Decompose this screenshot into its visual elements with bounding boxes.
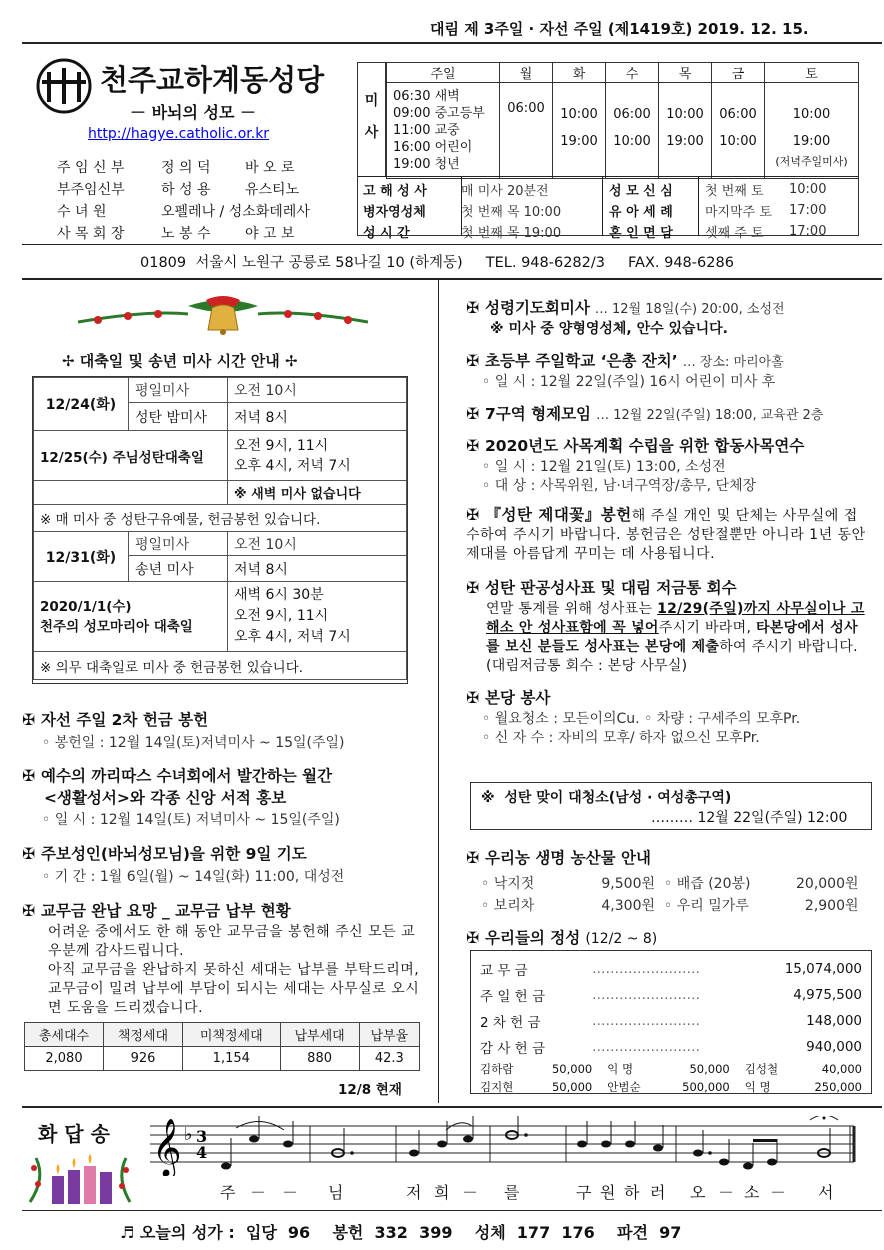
- response-lyrics: 주 － － 님 저 희 － 를 구 원 하 러 오 － 소 － 서: [220, 1183, 834, 1202]
- notice-mark-icon: ✠: [466, 579, 479, 597]
- left-notices: ✠ 자선 주일 2차 헌금 봉헌 ◦ 봉헌일 : 12월 14일(토)저녁미사 ~ 15일(주일) ✠ 예수의 까리따스 수녀회에서 발간하는 월간 <생활성서>와 각종 신앙 서적 홍보 ◦ 일 시 : 12월 14일(토) 저녁미사 ~ 15일(주일) ✠ 주보성인(바뇌성모님)을 위한 9일 기도 ◦ 기 간 : 1월 6일(월) ~ 14일(화) 11:00, 대성전 ✠ 교무금 완납 요망 _ 교무금 납부 현황 어려운 중에서도 한 해 동안 교무금을 봉헌해 주신 모든 교우분께 감사드립니다. 아직 교무금을 완납하지 못하신 세대는 납부를 부탁드리며, 교무금이 밀려 납부에 부담이 되시는 세대는 사무실로 오시면 도움을 드리겠습니다.: [22, 711, 420, 1016]
- right-notices: ✠ 성령기도회미사 … 12월 18일(수) 20:00, 소성전 ※ 미사 중 양형영성체, 안수 있습니다. ✠ 초등부 주일학교 ‘은총 잔치’ … 장소: 마리아홀 ◦ 일 시 : 12월 22일(주일) 16시 어린이 미사 후 ✠ 7구역 형제모임 … 12월 22일(주일) 18:00, 교육관 2층 ✠ 2020년도 사목계획 수립을 위한 합동사목연수 ◦ 일 시 : 12월 21일(토) 13:00, 소성전 ◦ 대 상 : 사목위원, 남·녀구역장/총무, 단체장 ✠ 『성탄 제대꽃』봉헌해 주실 개인 및 단체는 사무실에 접수하여 주시기 바랍니다. 봉헌금은 성탄절뿐만 아니라 1년 동안 제대를 아름답게 꾸미는 데 사용됩니다. ✠ 성탄 판공성사표 및 대림 저금통 회수 연말 통계를 위해 성사표는 12/29(주일)까지 사무실이나 고해소 안 성사표함에 꼭 넣어주시기 바라며, 타본당에서 성사를 보신 분들도 성사표는 본당에 제출하여 주시기 바랍니다.(대림저금통 회수 : 본당 사무실) ✠ 본당 봉사 ◦ 월요청소 : 모든이의Cu. ◦ 차량 : 구세주의 모후Pr. ◦ 신 자 수 : 자비의 모후/ 하자 없으신 모후Pr.: [466, 299, 866, 746]
- cleaning-box: ※ 성탄 맞이 대청소(남성 · 여성총구역) ……… 12월 22일(주일) 12:00: [470, 782, 872, 830]
- advent-candles-icon: [26, 1148, 136, 1206]
- svg-text:𝄞: 𝄞: [152, 1118, 182, 1176]
- todays-hymns: ♬ 오늘의 성가 : 입당 96 봉헌 332 399 성체 177 176 파견 97: [120, 1223, 682, 1242]
- christmas-bell-decoration: [78, 292, 368, 336]
- notice-mark-icon: ✠: [22, 845, 35, 863]
- christmas-schedule-table: 12/24(화) 평일미사 오전 10시 성탄 밤미사 저녁 8시 12/25(수) 주님성탄대축일 오전 9시, 11시 오후 4시, 저녁 7시 ※ 새벽 미사 없습니다 ※ 매 미사 중 성탄구유예물, 헌금봉헌 있습니다. 12/31(화) 평일미사 오전 10시 송년 미사 저녁 8시 2020/1/1(수) 천주의 성모마리아 대축일 새벽 6시 30분 오전 9시, 11시 오후 4시, 저녁 7시 ※ 의무 대축일로 미사 중 헌금봉헌 있습니다.: [32, 376, 408, 684]
- payment-status-table: 총세대수 책정세대 미책정세대 납부세대 납부율 2,080 926 1,154 880 42.3: [24, 1022, 420, 1071]
- christmas-title: ✢ 대축일 및 송년 미사 시간 안내 ✢: [62, 352, 298, 370]
- parish-logo: [36, 58, 92, 114]
- notice-mark-icon: ✠: [22, 711, 35, 729]
- parish-url[interactable]: http://hagye.catholic.or.kr: [88, 126, 270, 142]
- mass-schedule: 미 사 주일 월 화 수 목 금 토 06:30 새벽 09:00 중고등부 11:00 교중 16:00 어린이 19:00 청년 06:00 10:00 19:00 06:00 10:00 10:00 19:00 06:00 10:00 10:00 19:00 (저녁주일미사) 고 해 성 사 매 미사 20분전 성 모 신 심 첫 번째 토 10:00 병자영성체 첫 번째 목 10:00 유 아 세 례 마지막주 토 17:00 성 시 간 첫 번째 목 19:00 혼 인 면 담 셋째 주 토 17:00: [357, 62, 859, 236]
- notice-mark-icon: ✠: [466, 506, 480, 524]
- notice-mark-icon: ✠: [22, 767, 35, 785]
- svg-text:♭: ♭: [184, 1124, 193, 1145]
- music-staff: [150, 1116, 866, 1176]
- notice-mark-icon: ✠: [466, 849, 479, 867]
- parish-name: 천주교하계동성당: [100, 63, 325, 97]
- donor-table: 김하람 50,000 익 명 50,000 김성철 40,000 김지현 50,000 안범순 500,000 익 명 250,000: [480, 1062, 862, 1094]
- parish-patron: － 바뇌의 성모 －: [130, 103, 256, 122]
- payment-asof: 12/8 현재: [338, 1082, 402, 1098]
- notice-mark-icon: ✠: [466, 299, 479, 317]
- response-label: 화 답 송: [38, 1122, 110, 1146]
- issue-date: 대림 제 3주일 · 자선 주일 (제1419호) 2019. 12. 15.: [430, 20, 809, 38]
- staff-table: 주 임 신 부 정 의 덕 바 오 로 부주임신부 하 성 용 유스티노 수 녀 원 오펠레나 / 성소화데레사 사 목 회 장 노 봉 수 야 고 보: [57, 160, 310, 242]
- notice-mark-icon: ✠: [466, 929, 479, 947]
- notice-mark-icon: ✠: [22, 902, 35, 920]
- produce-section: ✠ 우리농 생명 농산물 안내 ◦ 낙지젓 9,500원 ◦ 배즙 (20봉) 20,000원 ◦ 보리차 4,300원 ◦ 우리 밀가루 2,900원 ✠ 우리들의 정성 (12/2 ~ 8): [466, 849, 859, 947]
- svg-text:3: 3: [196, 1127, 208, 1146]
- offerings-box: 교 무 금 …………………… 15,074,000 주 일 헌 금 …………………… 4,975,500 2 차 헌 금 …………………… 148,000 감 사 헌 금 …………………… 940,000 김하람 50,000 익 명 50,000 김성철 40,000 김지현 50,000 안범순 500,000 익 명 250,000: [470, 950, 872, 1094]
- svg-text:4: 4: [196, 1143, 208, 1162]
- notice-mark-icon: ✠: [466, 405, 479, 423]
- address-line: 01809 서울시 노원구 공릉로 58나길 10 (하계동) TEL. 948-6282/3 FAX. 948-6286: [140, 255, 734, 271]
- notice-mark-icon: ✠: [466, 352, 479, 370]
- notice-mark-icon: ✠: [466, 437, 479, 455]
- notice-mark-icon: ✠: [466, 689, 479, 707]
